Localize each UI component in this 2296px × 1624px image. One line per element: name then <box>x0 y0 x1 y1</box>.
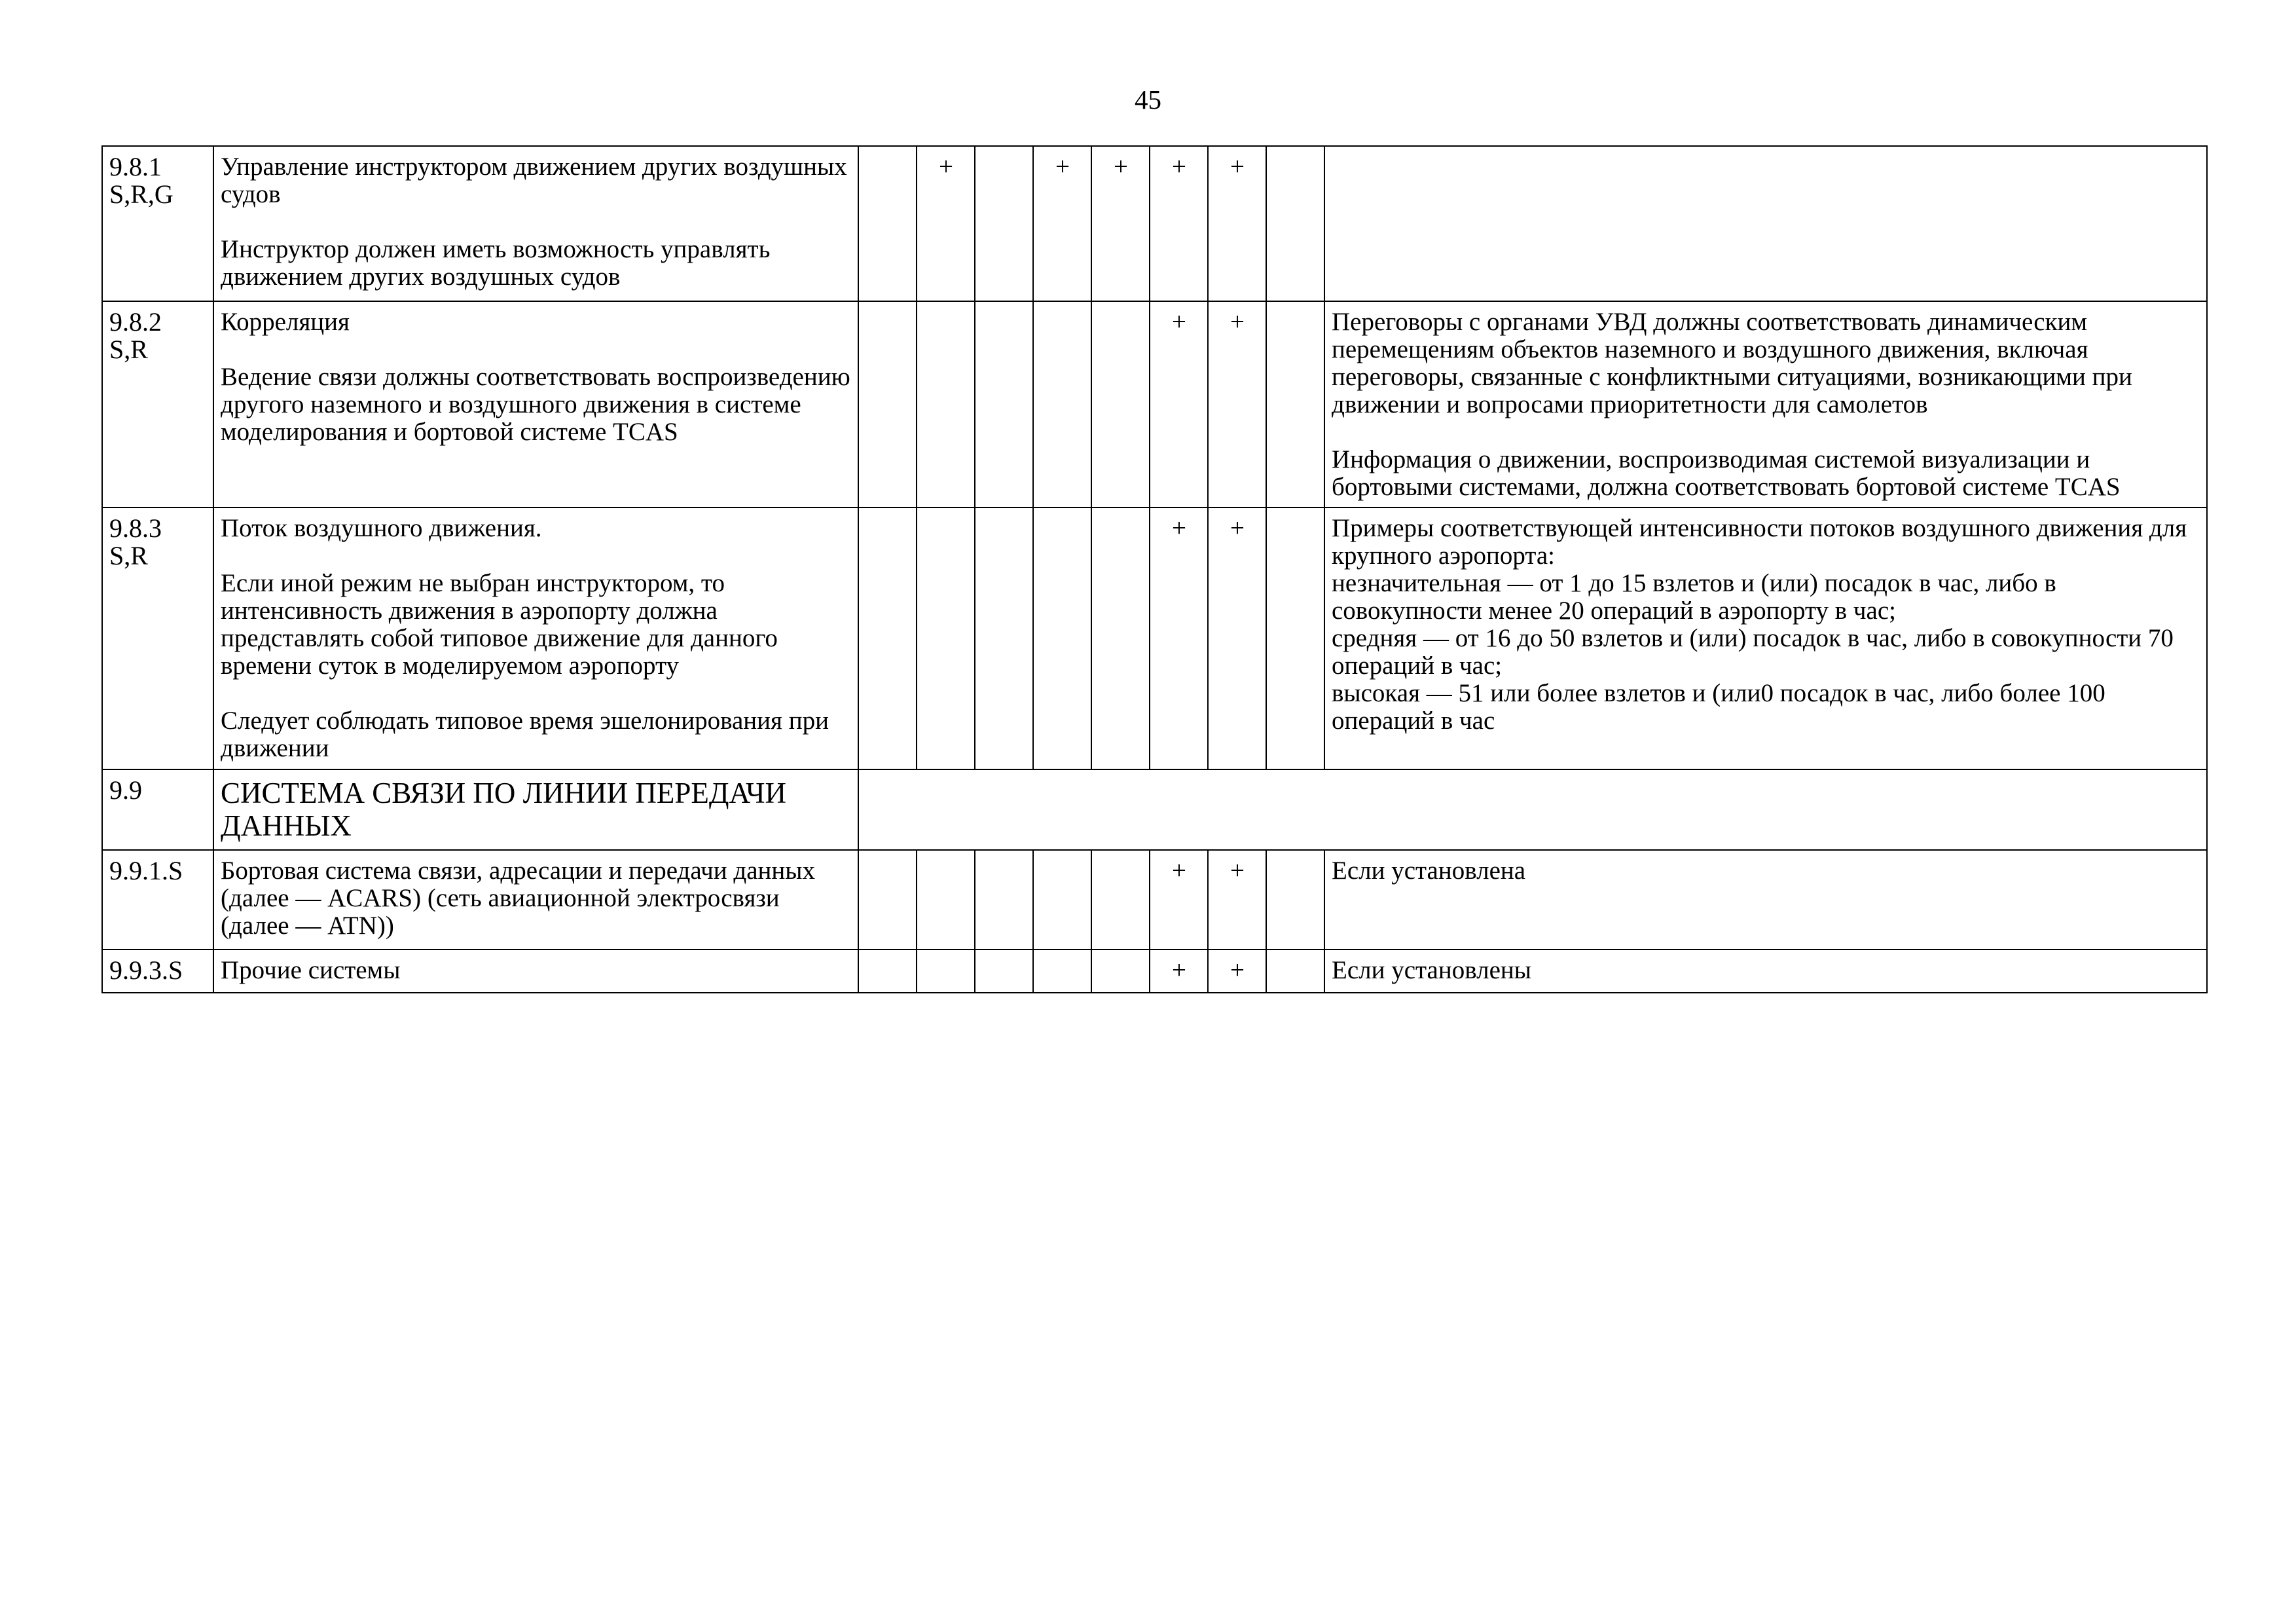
mark-cell: + <box>1150 301 1208 507</box>
mark-cell: + <box>1208 850 1266 950</box>
table-row <box>102 146 2207 301</box>
row-note <box>1324 146 2207 301</box>
row-title: Управление инструктором движением других воздушных судов <box>221 153 847 208</box>
mark-cell <box>917 950 975 993</box>
row-code: 9.8.1 S,R,G <box>102 146 213 301</box>
mark-cell <box>1266 146 1324 301</box>
mark-cell: + <box>1208 507 1266 769</box>
requirements-table <box>101 145 2208 993</box>
mark-cell <box>1091 507 1150 769</box>
row-code: 9.9.3.S <box>102 950 213 993</box>
mark-cell <box>858 507 917 769</box>
mark-cell <box>858 301 917 507</box>
mark-cell <box>975 146 1033 301</box>
mark-cell: + <box>1150 950 1208 993</box>
mark-cell <box>858 950 917 993</box>
mark-cell <box>858 146 917 301</box>
mark-cell <box>975 950 1033 993</box>
mark-cell <box>1033 850 1091 950</box>
mark-cell <box>1091 850 1150 950</box>
mark-cell: + <box>1150 146 1208 301</box>
row-description <box>213 507 858 769</box>
mark-cell <box>1266 507 1324 769</box>
mark-cell: + <box>1150 850 1208 950</box>
table-row <box>102 301 2207 507</box>
mark-cell <box>917 850 975 950</box>
mark-cell <box>975 301 1033 507</box>
mark-cell <box>1266 950 1324 993</box>
mark-cell <box>1266 301 1324 507</box>
note-line: Примеры соответствующей интенсивности потоков воздушного движения для крупного аэропорта: <box>1332 514 2187 570</box>
section-empty-cell <box>858 769 2207 850</box>
mark-cell: + <box>1208 301 1266 507</box>
row-title: Прочие системы <box>221 956 401 984</box>
note-line: незначительная — от 1 до 15 взлетов и (или) посадок в час, либо в совокупности менее 20 операций в аэропорту в час; <box>1332 569 2056 625</box>
mark-cell: + <box>1208 950 1266 993</box>
row-code: 9.8.2 S,R <box>102 301 213 507</box>
row-title: Поток воздушного движения. <box>221 514 542 542</box>
note-line: высокая — 51 или более взлетов и (или0 посадок в час, либо более 100 операций в час <box>1332 679 2105 735</box>
mark-cell <box>1091 301 1150 507</box>
mark-cell <box>1091 950 1150 993</box>
row-text: Инструктор должен иметь возможность управлять движением других воздушных судов <box>221 235 771 291</box>
mark-cell: + <box>1033 146 1091 301</box>
note-paragraph: Переговоры с органами УВД должны соответствовать динамическим перемещениям объектов наземного и воздушного движения, включая переговоры, связанные с конфликтными ситуациями, возникающими при движении и вопросами приоритетности для самолетов <box>1332 308 2132 418</box>
row-text: Следует соблюдать типовое время эшелонирования при движении <box>221 707 829 762</box>
table-row <box>102 950 2207 993</box>
mark-cell: + <box>1091 146 1150 301</box>
row-title: Корреляция <box>221 308 350 336</box>
mark-cell <box>975 850 1033 950</box>
row-title: Бортовая система связи, адресации и передачи данных (далее — ACARS) (сеть авиационной электросвязи (далее — ATN)) <box>221 857 815 940</box>
mark-cell: + <box>1208 146 1266 301</box>
note-paragraph: Информация о движении, воспроизводимая системой визуализации и бортовыми системами, должна соответствовать бортовой системе TCAS <box>1332 445 2121 501</box>
mark-cell <box>1266 850 1324 950</box>
row-code: 9.9.1.S <box>102 850 213 950</box>
row-description <box>213 850 858 950</box>
section-title: СИСТЕМА СВЯЗИ ПО ЛИНИИ ПЕРЕДАЧИ ДАННЫХ <box>221 777 786 842</box>
mark-cell <box>975 507 1033 769</box>
mark-cell: + <box>1150 507 1208 769</box>
row-note: Если установлены <box>1324 950 2207 993</box>
table-row <box>102 850 2207 950</box>
section-title-cell <box>213 769 858 850</box>
row-code: 9.8.3 S,R <box>102 507 213 769</box>
mark-cell <box>1033 301 1091 507</box>
table-row <box>102 507 2207 769</box>
mark-cell <box>858 850 917 950</box>
row-note <box>1324 507 2207 769</box>
row-description <box>213 301 858 507</box>
row-text: Ведение связи должны соответствовать воспроизведению другого наземного и воздушного движения в системе моделирования и бортовой системе TCAS <box>221 363 850 446</box>
row-description <box>213 950 858 993</box>
mark-cell <box>917 507 975 769</box>
row-note <box>1324 301 2207 507</box>
mark-cell <box>917 301 975 507</box>
mark-cell <box>1033 950 1091 993</box>
section-code: 9.9 <box>102 769 213 850</box>
row-text: Если иной режим не выбран инструктором, то интенсивность движения в аэропорту должна представлять собой типовое движение для данного времени суток в моделируемом аэропорту <box>221 569 778 680</box>
section-row <box>102 769 2207 850</box>
mark-cell: + <box>917 146 975 301</box>
page-number: 45 <box>1135 84 1161 115</box>
row-note: Если установлена <box>1324 850 2207 950</box>
row-description <box>213 146 858 301</box>
mark-cell <box>1033 507 1091 769</box>
note-line: средняя — от 16 до 50 взлетов и (или) посадок в час, либо в совокупности 70 операций в час; <box>1332 624 2174 680</box>
